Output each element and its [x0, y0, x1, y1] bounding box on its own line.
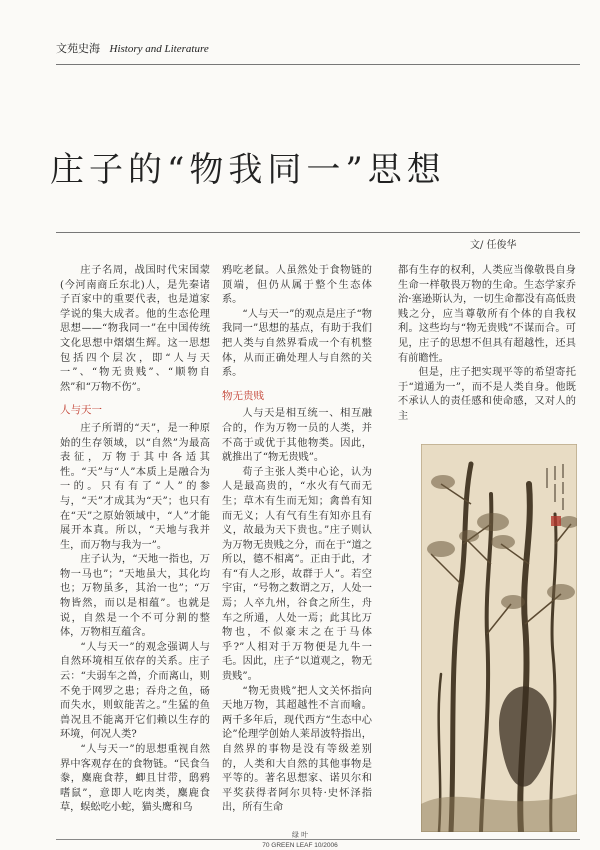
section-header: [56, 40, 576, 62]
footer-page-info: 70 GREEN LEAF 10/2006: [262, 842, 338, 849]
author-byline: 文/ 任俊华: [470, 240, 517, 251]
paragraph: “物无贵贱”把人文关怀指向天地万物，其超越性不言而喻。两千多年后，现代西方“生态中心论”伦理学创始人莱昂波特指出，自然界的事物是没有等级差别的，人类和大自然的其他事物是平等的。著名思想家、诺贝尔和平奖获得者阿尔贝特·史怀泽指出，所有生命: [222, 685, 372, 814]
ink-painting-image: [421, 444, 577, 832]
paragraph: 庄子名周，战国时代宋国蒙(今河南商丘东北)人，是先秦诸子百家中的重要代表，也是道家学说的集大成者。他的生态伦理思想——“物我同一”在中国传统文化思想中熠熠生辉。这一思想包括四个层次，即“人与天一”、“物无贵贱”、“顺物自然”和“万物不伤”。: [60, 265, 210, 393]
paragraph: 庄子所谓的“天”，是一种原始的生存领域，以“自然”为最高表征，万物于其中各适其性。“天”与“人”本质上是融合为一的。只有有了“人”的参与，“天”才成其为“天”；也只有在“天”之原始领域中，“人”才能展开本真。所以，“天地与我并生，而万物与我为一”。: [60, 422, 210, 551]
paragraph: 鸦吃老鼠。人虽然处于食物链的顶端，但仍从属于整个生态体系。: [222, 265, 372, 306]
subheading-ren-yu-tian-yi: 人与天一: [60, 404, 102, 417]
column-1: [60, 264, 210, 816]
paragraph: “人与天一”的观念强调人与自然环境相互依存的关系。庄子云：“夫弱车之兽，介而离山，则不免于网罗之患；吞舟之鱼，砀而失水，则蚁能苦之。”生猛的鱼兽况且不能离开它们赖以生存的环境，何况人类?: [60, 641, 210, 741]
paragraph: “人与天一”的思想重视自然界中客观存在的食物链。“民食刍豢，麋鹿食荐，蝍且甘带，鸱鸦嗜鼠”，意即人吃肉类，麋鹿食草，蜈蚣吃小蛇，猫头鹰和乌: [60, 744, 210, 814]
paragraph: 但是，庄子把实现平等的希望寄托于“道通为一”，而不是人类自身。他既不承认人的责任感和使命感，又对人的主: [398, 367, 576, 422]
paragraph: 荀子主张人类中心论，认为人是最高贵的，“水火有气而无生；草木有生而无知；禽兽有知而无义；人有气有生有知亦且有义，故最为天下贵也。”庄子则认为万物无贵贱之分，而在于“道之所以，德不相离”。正由于此，才有“有人之形，故群于人”。若空宇宙，“号物之数谓之万，人处一焉；人卒九州，谷食之所生，舟车之所通，人处一焉；此其比万物也，不似豪末之在于马体乎?”人相对于万物便是九牛一毛。因此，庄子“以道观之，物无贵贱”。: [222, 466, 372, 683]
paragraph: 都有生存的权利，人类应当像敬畏自身生命一样敬畏万物的生命。生态学家乔治·塞逊斯认为，一切生命都没有高低贵贱之分，应当尊敬所有个体的自我权利。这些均与“物无贵贱”不谋而合。可见，庄子的思想不但具有超越性，还具有前瞻性。: [398, 265, 576, 364]
paragraph: “人与天一”的观点是庄子“物我同一”思想的基点，有助于我们把人类与自然界看成一个有机整体，从而正确处理人与自然的关系。: [222, 308, 372, 379]
section-title-en: History and Literature: [109, 43, 209, 55]
section-title-cn: 文苑史海: [56, 42, 100, 55]
title-rule: [56, 232, 580, 233]
column-3: [398, 264, 576, 425]
red-seal-stamp: [551, 516, 561, 526]
subheading-wu-wu-gui-jian: 物无贵贱: [222, 389, 264, 402]
article-title: 庄子的“物我同一”思想: [50, 150, 446, 190]
paragraph: 人与天是相互统一、相互融合的，作为万物一员的人类，并不高于或优于其他物类。因此，就推出了“物无贵贱”。: [222, 408, 372, 464]
header-rule: [56, 64, 580, 65]
paragraph: 庄子认为，“天地一指也，万物一马也”；“天地虽大，其化均也；万物虽多，其治一也”；“万物皆然，而以是相蕴”。也就是说，自然是一个不可分割的整体，万物相互蕴含。: [60, 554, 210, 639]
footer-magazine-cn: 绿 叶: [291, 831, 309, 839]
footer-rule: [56, 839, 580, 840]
column-2: [222, 264, 372, 816]
